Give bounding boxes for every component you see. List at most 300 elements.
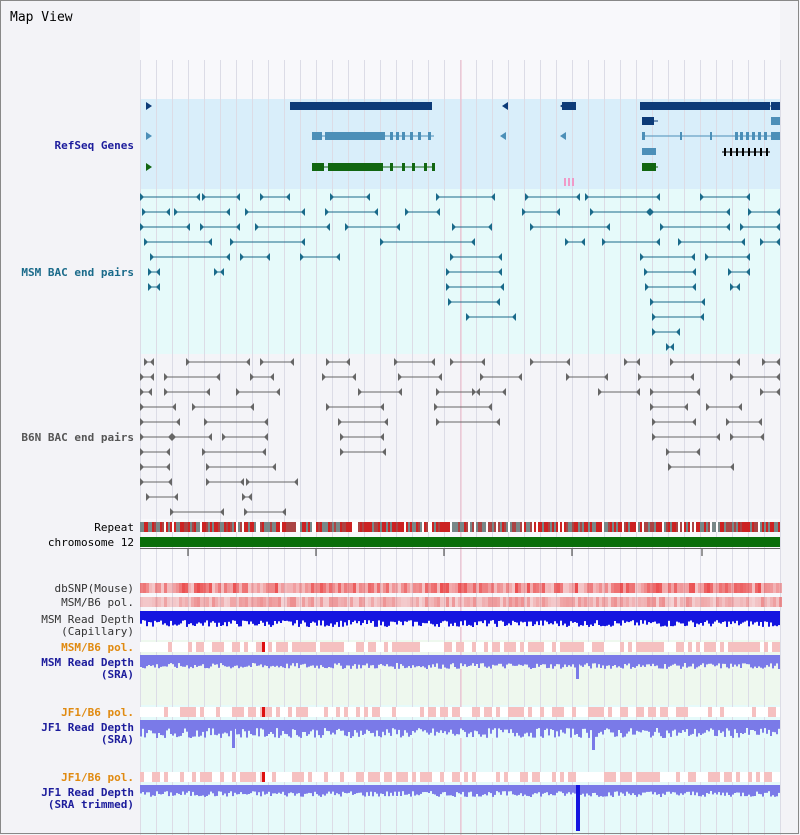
density-cell	[254, 583, 257, 593]
depth-bar	[746, 785, 748, 796]
depth-bar	[520, 785, 522, 793]
depth-bar	[688, 611, 690, 622]
pol-cell	[304, 642, 308, 652]
density-cell	[266, 583, 269, 593]
depth-bar	[364, 720, 366, 734]
density-cell	[140, 597, 143, 607]
depth-bar	[746, 611, 748, 621]
msm-bac-label[interactable]: MSM BAC end pairs	[21, 266, 134, 279]
depth-bar	[140, 720, 142, 737]
depth-bar	[752, 655, 754, 668]
depth-bar	[612, 655, 614, 666]
depth-bar	[258, 720, 260, 736]
repeat-block	[550, 522, 552, 532]
depth-bar	[490, 611, 492, 621]
density-cell	[317, 597, 320, 607]
pol-cell	[456, 642, 460, 652]
depth-bar	[684, 655, 686, 663]
depth-bar	[382, 785, 384, 794]
pol-cell	[180, 772, 184, 782]
density-cell	[305, 597, 308, 607]
depth-bar	[546, 611, 548, 622]
msm-read-depth-sra-label[interactable]: MSM Read Depth	[41, 656, 134, 669]
pol-cell	[768, 772, 772, 782]
density-cell	[518, 597, 521, 607]
depth-bar	[744, 655, 746, 663]
repeat-block	[350, 522, 352, 532]
repeat-block	[354, 522, 356, 532]
pol-cell	[484, 642, 488, 652]
density-cell	[383, 597, 386, 607]
depth-bar	[482, 720, 484, 735]
depth-bar	[320, 785, 322, 797]
depth-bar	[302, 655, 304, 664]
depth-bar	[226, 655, 228, 667]
depth-bar	[470, 611, 472, 626]
density-cell	[596, 597, 599, 607]
density-cell	[716, 583, 719, 593]
depth-bar	[632, 720, 634, 735]
depth-bar	[254, 720, 256, 735]
depth-bar	[410, 655, 412, 668]
depth-bar	[162, 655, 164, 666]
density-cell	[464, 583, 467, 593]
depth-bar	[162, 720, 164, 735]
depth-bar	[230, 655, 232, 668]
depth-bar	[348, 655, 350, 666]
density-cell	[230, 597, 233, 607]
repeat-block	[368, 522, 370, 532]
density-cell	[581, 583, 584, 593]
density-cell	[626, 583, 629, 593]
depth-bar	[404, 655, 406, 668]
depth-bar	[446, 611, 448, 621]
depth-bar	[670, 611, 672, 626]
repeat-block	[634, 522, 636, 532]
depth-bar	[686, 611, 688, 626]
depth-bar	[664, 655, 666, 664]
density-cell	[164, 583, 167, 593]
repeat-block	[650, 522, 652, 532]
repeat-block	[200, 522, 202, 532]
repeat-block	[528, 522, 530, 532]
pol-cell	[280, 642, 284, 652]
density-cell	[449, 597, 452, 607]
pol-cell	[564, 642, 568, 652]
repeat-block	[554, 522, 556, 532]
depth-bar	[724, 655, 726, 664]
repeat-block	[208, 522, 210, 532]
pol-cell	[384, 642, 388, 652]
density-cell	[704, 583, 707, 593]
pol-cell	[712, 772, 716, 782]
repeat-block	[220, 522, 222, 532]
depth-bar	[372, 785, 374, 796]
density-cell	[530, 597, 533, 607]
depth-bar	[708, 720, 710, 731]
pol-cell	[576, 642, 580, 652]
pol-cell	[524, 772, 528, 782]
depth-bar	[414, 611, 416, 622]
depth-bar	[224, 611, 226, 622]
depth-bar	[180, 611, 182, 623]
depth-bar	[732, 611, 734, 621]
depth-bar	[720, 611, 722, 624]
density-cell	[638, 597, 641, 607]
pol-cell	[372, 772, 376, 782]
depth-bar	[472, 655, 474, 663]
dbsnp-label[interactable]: dbSNP(Mouse)	[54, 582, 134, 595]
repeat-block	[508, 522, 510, 532]
density-cell	[509, 583, 512, 593]
jf1-b6-pol-2-label[interactable]: JF1/B6 pol.	[61, 771, 134, 784]
depth-bar	[366, 785, 368, 792]
depth-bar	[614, 611, 616, 621]
repeat-block	[720, 522, 722, 532]
repeat-block	[226, 522, 228, 532]
depth-bar	[460, 720, 462, 729]
map-canvas[interactable]	[140, 0, 782, 835]
repeat-block	[232, 522, 234, 532]
depth-bar	[336, 655, 338, 665]
density-cell	[743, 583, 746, 593]
depth-bar	[176, 785, 178, 793]
density-cell	[713, 583, 716, 593]
jf1-read-depth-trimmed-label[interactable]: JF1 Read Depth	[41, 786, 134, 799]
depth-bar	[224, 655, 226, 666]
density-cell	[368, 583, 371, 593]
depth-bar	[626, 785, 628, 792]
depth-bar	[532, 785, 534, 794]
repeat-block	[692, 522, 694, 532]
density-cell	[431, 583, 434, 593]
repeat-block	[412, 522, 414, 532]
depth-bar	[586, 720, 588, 733]
depth-bar	[740, 720, 742, 733]
msm-b6-pol-sra-label[interactable]: MSM/B6 pol.	[61, 641, 134, 654]
repeat-block	[328, 522, 330, 532]
depth-bar	[352, 655, 354, 666]
repeat-block	[382, 522, 384, 532]
density-cell	[584, 597, 587, 607]
repeat-block	[632, 522, 634, 532]
pol-cell	[356, 707, 360, 717]
depth-bar	[754, 720, 756, 731]
depth-bar	[488, 720, 490, 728]
depth-bar	[370, 611, 372, 623]
depth-bar	[144, 611, 146, 621]
repeat-block	[296, 522, 298, 532]
depth-bar	[192, 655, 194, 668]
depth-bar	[300, 611, 302, 624]
depth-bar	[172, 611, 174, 625]
pol-hot	[262, 707, 265, 717]
density-cell	[497, 583, 500, 593]
repeat-block	[408, 522, 410, 532]
gene-marker	[564, 178, 566, 186]
depth-bar	[272, 785, 274, 793]
depth-bar	[418, 655, 420, 666]
depth-bar	[610, 720, 612, 732]
depth-bar	[762, 785, 764, 797]
depth-bar	[284, 785, 286, 795]
depth-bar	[582, 720, 584, 729]
repeat-block	[566, 522, 568, 532]
density-cell	[587, 597, 590, 607]
depth-bar	[166, 655, 168, 667]
density-cell	[329, 597, 332, 607]
density-cell	[515, 583, 518, 593]
pol-cell	[292, 642, 296, 652]
depth-bar	[564, 611, 566, 624]
depth-bar	[406, 785, 408, 795]
pol-cell	[620, 642, 624, 652]
depth-bar	[228, 655, 230, 667]
depth-bar	[510, 785, 512, 791]
depth-bar	[734, 785, 736, 793]
repeat-block	[750, 522, 752, 532]
gene-exon	[680, 132, 682, 140]
gene-exon	[748, 148, 750, 156]
depth-bar	[634, 785, 636, 795]
repeat-block	[688, 522, 690, 532]
depth-bar	[542, 720, 544, 738]
msm-read-depth-capillary-label[interactable]: MSM Read Depth	[41, 613, 134, 626]
density-cell	[479, 583, 482, 593]
repeat-block	[334, 522, 336, 532]
msm-b6-pol-label[interactable]: MSM/B6 pol.	[61, 596, 134, 609]
depth-bar	[362, 720, 364, 735]
depth-bar	[674, 785, 676, 792]
depth-bar	[306, 720, 308, 736]
pol-cell	[440, 772, 444, 782]
gene-exon	[752, 132, 755, 140]
density-cell	[506, 597, 509, 607]
density-cell	[206, 583, 209, 593]
depth-bar	[748, 720, 750, 735]
pol-cell	[276, 642, 280, 652]
density-cell	[452, 583, 455, 593]
density-cell	[389, 597, 392, 607]
depth-bar	[260, 611, 262, 621]
pol-cell	[248, 772, 252, 782]
depth-bar	[588, 655, 590, 666]
depth-bar	[688, 655, 690, 667]
depth-bar	[432, 611, 434, 624]
density-cell	[353, 583, 356, 593]
repeat-block	[580, 522, 582, 532]
density-cell	[578, 583, 581, 593]
depth-bar	[676, 611, 678, 622]
depth-bar	[552, 785, 554, 795]
depth-bar	[240, 611, 242, 626]
pol-cell	[740, 642, 744, 652]
depth-bar	[770, 720, 772, 736]
depth-bar	[358, 655, 360, 665]
density-cell	[644, 583, 647, 593]
density-cell	[512, 597, 515, 607]
depth-bar	[526, 611, 528, 626]
depth-bar	[330, 655, 332, 668]
depth-bar	[188, 611, 190, 624]
depth-bar	[282, 720, 284, 731]
depth-bar	[288, 785, 290, 793]
repeat-block	[758, 522, 760, 532]
depth-bar	[456, 611, 458, 626]
repeat-block	[292, 522, 294, 532]
depth-bar	[702, 720, 704, 734]
depth-bar	[376, 785, 378, 794]
depth-bar	[328, 655, 330, 667]
depth-bar	[196, 611, 198, 624]
refseq-genes-label[interactable]: RefSeq Genes	[54, 139, 134, 152]
depth-bar	[206, 720, 208, 731]
depth-bar	[714, 655, 716, 666]
depth-bar	[734, 655, 736, 665]
density-cell	[437, 597, 440, 607]
repeat-block	[310, 522, 312, 532]
density-cell	[233, 583, 236, 593]
depth-bar	[414, 785, 416, 796]
depth-bar	[492, 611, 494, 620]
repeat-block	[332, 522, 334, 532]
depth-bar	[190, 785, 192, 796]
pol-cell	[424, 772, 428, 782]
depth-bar	[616, 785, 618, 791]
depth-bar	[246, 720, 248, 738]
depth-bar	[618, 611, 620, 623]
depth-bar	[748, 655, 750, 664]
density-cell	[545, 583, 548, 593]
depth-bar	[394, 655, 396, 669]
repeat-block	[640, 522, 642, 532]
pol-cell	[636, 642, 640, 652]
depth-bar	[266, 611, 268, 622]
depth-bar	[778, 720, 780, 729]
depth-bar	[586, 785, 588, 794]
jf1-b6-pol-label[interactable]: JF1/B6 pol.	[61, 706, 134, 719]
depth-bar	[204, 785, 206, 797]
depth-bar	[390, 720, 392, 736]
repeat-block	[420, 522, 422, 532]
pol-cell	[560, 707, 564, 717]
depth-bar	[354, 720, 356, 730]
density-cell	[392, 583, 395, 593]
density-cell	[224, 597, 227, 607]
depth-bar	[552, 611, 554, 624]
density-cell	[542, 597, 545, 607]
pol-cell	[596, 707, 600, 717]
gene-exon	[735, 132, 738, 140]
depth-bar	[730, 785, 732, 797]
depth-bar	[562, 785, 564, 793]
density-cell	[491, 583, 494, 593]
b6n-bac-label[interactable]: B6N BAC end pairs	[21, 431, 134, 444]
pol-cell	[688, 772, 692, 782]
density-cell	[692, 597, 695, 607]
depth-bar	[668, 720, 670, 733]
depth-bar	[212, 720, 214, 729]
pol-cell	[300, 642, 304, 652]
depth-bar	[474, 785, 476, 797]
depth-bar	[746, 720, 748, 728]
repeat-block	[520, 522, 522, 532]
pol-cell	[540, 642, 544, 652]
depth-bar	[164, 611, 166, 623]
repeat-block	[768, 522, 770, 532]
depth-bar	[250, 720, 252, 734]
depth-bar	[338, 655, 340, 663]
repeat-block	[168, 522, 170, 532]
depth-bar	[620, 720, 622, 733]
gene-exon	[740, 132, 743, 140]
depth-bar	[694, 655, 696, 669]
depth-bar	[154, 655, 156, 668]
density-cell	[218, 597, 221, 607]
density-cell	[155, 583, 158, 593]
depth-bar	[186, 611, 188, 627]
depth-bar	[228, 785, 230, 793]
repeat-block	[630, 522, 632, 532]
depth-bar	[636, 785, 638, 797]
pol-cell	[748, 642, 752, 652]
gene-exon	[418, 132, 421, 140]
depth-bar	[624, 720, 626, 737]
depth-bar	[776, 720, 778, 734]
depth-bar	[716, 785, 718, 795]
jf1-read-depth-sra-label[interactable]: JF1 Read Depth	[41, 721, 134, 734]
density-cell	[686, 597, 689, 607]
depth-bar	[304, 785, 306, 794]
depth-bar	[694, 611, 696, 627]
repeat-block	[400, 522, 402, 532]
depth-bar	[594, 611, 596, 623]
depth-bar	[468, 720, 470, 734]
pol-cell	[188, 707, 192, 717]
repeat-block	[262, 522, 264, 532]
depth-bar	[740, 785, 742, 796]
gene-exon	[771, 102, 780, 110]
density-cell	[416, 583, 419, 593]
density-cell	[761, 597, 764, 607]
depth-bar	[392, 611, 394, 622]
density-cell	[458, 597, 461, 607]
depth-bar	[584, 720, 586, 729]
depth-bar	[356, 720, 358, 733]
depth-bar	[344, 611, 346, 622]
density-cell	[182, 583, 185, 593]
depth-bar	[286, 720, 288, 734]
depth-bar	[156, 785, 158, 791]
density-cell	[635, 597, 638, 607]
repeat-block	[646, 522, 648, 532]
depth-bar	[184, 655, 186, 667]
density-cell	[731, 597, 734, 607]
density-cell	[605, 597, 608, 607]
depth-bar	[450, 611, 452, 624]
density-cell	[635, 583, 638, 593]
depth-bar	[642, 720, 644, 730]
density-cell	[230, 583, 233, 593]
density-cell	[749, 597, 752, 607]
repeat-block	[238, 522, 240, 532]
depth-bar	[710, 655, 712, 664]
depth-bar	[646, 611, 648, 625]
density-cell	[215, 583, 218, 593]
pol-cell	[360, 772, 364, 782]
gene-exon	[642, 117, 654, 125]
density-cell	[188, 583, 191, 593]
